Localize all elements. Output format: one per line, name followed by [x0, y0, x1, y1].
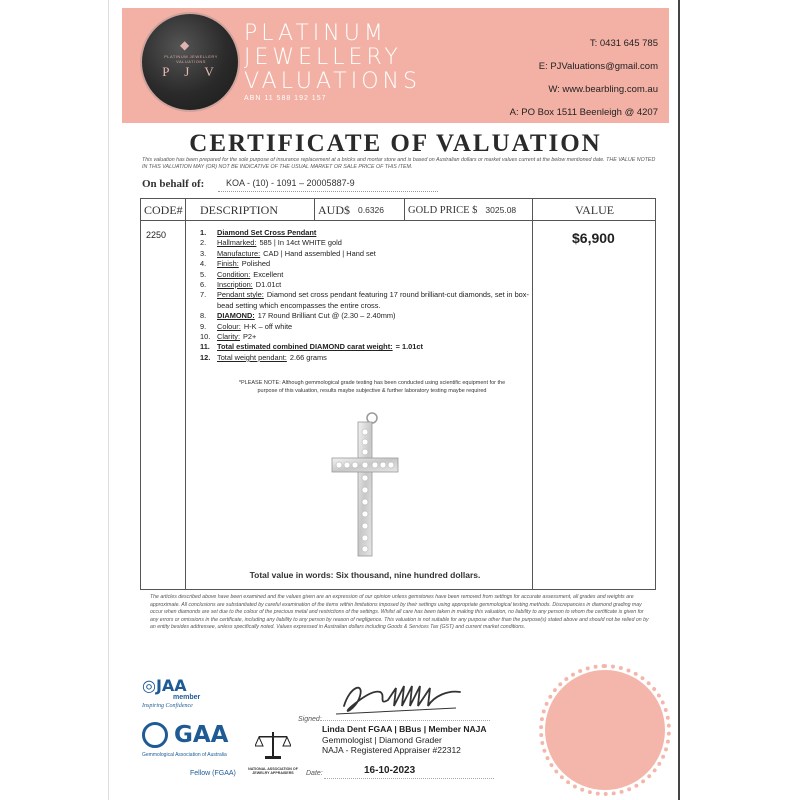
brand-line-2: JEWELLERY: [244, 45, 402, 70]
gaa-emblem-icon: [142, 722, 168, 748]
list-item: 5. Condition: Excellent: [200, 269, 284, 279]
behalf-value: KOA - (10) - 1091 – 20005887-9: [226, 178, 355, 188]
gold-label: GOLD PRICE $: [408, 204, 478, 216]
scales-icon: [255, 730, 291, 760]
list-item: 3. Manufacture: CAD | Hand assembled | Hand set: [200, 248, 376, 258]
cross-pendant-image: [320, 410, 410, 570]
aud-label: AUD$: [318, 202, 350, 217]
signer-registration: NAJA - Registered Appraiser #22312: [322, 745, 461, 755]
diamond-icon: ◆: [180, 38, 190, 52]
brand-line-3: VALUATIONS: [244, 69, 421, 94]
logo-initials: P J V: [162, 64, 220, 79]
col-value-header: VALUE: [575, 202, 615, 217]
valuation-date: 16-10-2023: [364, 765, 416, 776]
item-description-list: [200, 228, 530, 363]
abn-number: ABN 11 588 192 157: [244, 95, 327, 102]
contact-details: [510, 32, 658, 124]
item-code: 2250: [146, 230, 167, 240]
list-item: 9. Colour: H-K – off white: [200, 321, 293, 331]
gold-value: 3025.08: [485, 205, 517, 215]
aud-rate: [318, 200, 384, 220]
certificate-title: CERTIFICATE OF VALUATION: [189, 130, 602, 157]
list-item: 1. Diamond Set Cross Pendant: [200, 228, 317, 237]
date-label: Date:: [306, 770, 323, 777]
valuation-disclaimer: This valuation has been prepared for the sole purpose of insurance replacement at a bricks and mortar store and is based on Australian dollars or market values current at the below mentioned date. THE VALUE NOTED IN THIS VALUATION MAY (OR) NOT BE INDICATIVE OF THE USUAL MARKET OR SALE PRICE OF THIS ITEM.: [142, 157, 656, 170]
date-line: [324, 778, 494, 779]
contact-website[interactable]: W: www.bearbling.com.au: [548, 84, 658, 95]
gaa-fellow-label: Fellow (FGAA): [190, 770, 236, 777]
table-divider: [185, 198, 186, 590]
fine-print: The articles described above have been examined and the values given are an expression of our opinion unless gemstones have been removed from settings for accurate assessment, all grades and weights are approximate. All conclusions are substantiated by careful examination of the items within limitations imposed by their settings using appropriate gemmological testing methods. Discrepancies in diamond grading may occur when diamonds are set due to the colour of the precious metal and restrictions of the settings. Whilst all care has been taken in making this valuation, no liability to any person to whom the certificate is given for any errors or omissions in the certificate, including any liability to any person by reason of negligence. This valuation is not suitable for any purpose other than the purpose(s) stated above and should not be relied on by an entity besides addressee, unless specifically noted. Values expressed in Australian dollars including Goods & Services Tax (GST) and current market conditions.: [150, 594, 649, 631]
handwritten-signature: [330, 676, 480, 720]
signature-line: [320, 720, 490, 721]
jaa-member-label: member: [173, 694, 201, 701]
list-item: 4. Finish: Polished: [200, 259, 271, 269]
jaa-mark: ◎JAA: [142, 676, 187, 695]
list-item: 7. Pendant style: Diamond set cross pendant featuring 17 round brilliant-cut diamonds, set in box-bead setting which encompasses the entire cross.: [200, 290, 529, 310]
gaa-full-name: Gemmological Association of Australia: [142, 752, 227, 758]
table-divider: [314, 198, 315, 220]
table-divider: [532, 198, 533, 590]
list-item: 11. Total estimated combined DIAMOND carat weight: = 1.01ct: [200, 342, 423, 352]
contact-email[interactable]: E: PJValuations@gmail.com: [538, 61, 658, 72]
list-item: 6. Inscription: D1.01ct: [200, 280, 282, 290]
list-item: 2. Hallmarked: 585 | In 14ct WHITE gold: [200, 238, 342, 248]
gold-price: [408, 200, 516, 220]
item-title: Diamond Set Cross Pendant: [217, 228, 317, 237]
item-value: $6,900: [572, 230, 615, 246]
total-value-words: Total value in words: Six thousand, nine hundred dollars.: [249, 570, 481, 580]
testing-note: *PLEASE NOTE: Although gemmological grade testing has been conducted using scientific equipment for the purpose of this valuation, results maybe subjective & further laboratory testing maybe required: [238, 380, 506, 394]
contact-address: A: PO Box 1511 Beenleigh @ 4207: [509, 107, 658, 118]
behalf-underline: [218, 191, 438, 192]
logo-small-text: PLATINUM JEWELLERY VALUATIONS: [164, 54, 218, 64]
col-code-header: CODE#: [144, 202, 183, 217]
list-item: 8. DIAMOND: 17 Round Brilliant Cut @ (2.30 – 2.40mm): [200, 311, 396, 321]
signer-details: [322, 724, 487, 756]
list-item: 10. Clarity: P2+: [200, 332, 257, 342]
signer-role: Gemmologist | Diamond Grader: [322, 734, 442, 745]
jaa-logo: [142, 676, 222, 709]
naja-name: NATIONAL ASSOCIATION OF JEWELRY APPRAISERS: [248, 767, 298, 776]
embossed-seal: [545, 670, 665, 790]
naja-logo: [248, 730, 298, 775]
aud-value: 0.6326: [358, 205, 384, 215]
gaa-mark: GAA: [174, 722, 229, 748]
col-description-header: DESCRIPTION: [200, 202, 279, 217]
list-item: 12. Total weight pendant: 2.66 grams: [200, 352, 327, 362]
table-header-divider: [140, 220, 656, 221]
signed-label: Signed:: [298, 716, 322, 723]
brand-name: [244, 22, 421, 94]
behalf-label: On behalf of:: [142, 178, 205, 190]
table-divider: [404, 198, 405, 220]
contact-phone: T: 0431 645 785: [589, 38, 658, 49]
signer-name: Linda Dent FGAA | BBus | Member NAJA: [322, 724, 487, 734]
brand-line-1: PLATINUM: [244, 21, 387, 46]
jaa-tagline: Inspiring Confidence: [142, 703, 193, 709]
